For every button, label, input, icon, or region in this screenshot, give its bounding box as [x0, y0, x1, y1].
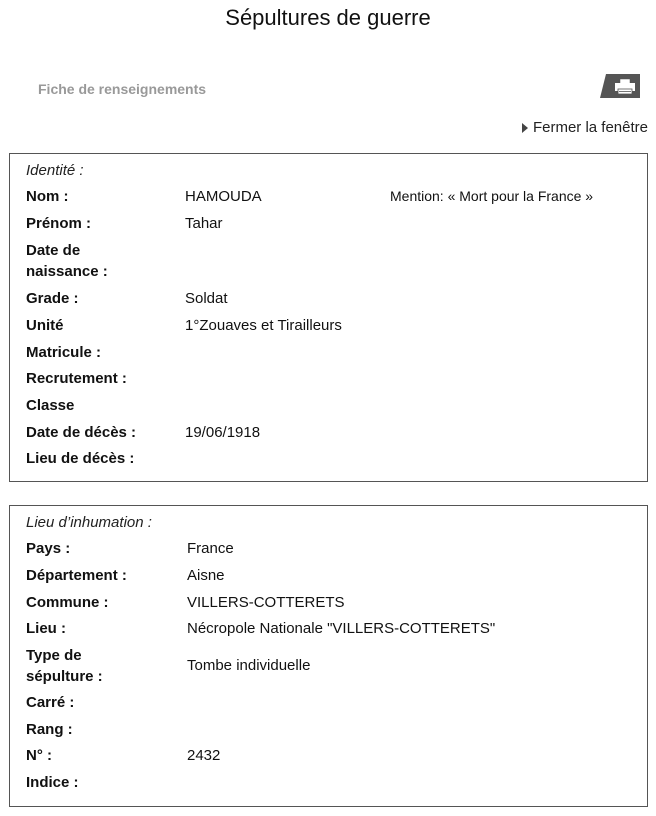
- field-label: Indice :: [26, 774, 79, 791]
- burial-heading: Lieu d’inhumation :: [26, 514, 152, 531]
- close-window-label: Fermer la fenêtre: [532, 119, 648, 136]
- field-value: 1°Zouaves et Tirailleurs: [185, 317, 342, 334]
- close-window-link[interactable]: [522, 119, 648, 136]
- field-value: 19/06/1918: [185, 424, 261, 441]
- field-label: Commune :: [26, 594, 109, 611]
- field-label: Rang :: [26, 721, 73, 738]
- field-label: Recrutement :: [26, 370, 127, 387]
- field-label: Nom :: [26, 188, 69, 205]
- identity-panel: [9, 153, 648, 482]
- field-label: Lieu de décès :: [26, 450, 135, 467]
- field-label: Grade :: [26, 290, 79, 307]
- field-value: France: [187, 540, 234, 557]
- field-label: Date de: [26, 242, 81, 259]
- field-value: Aisne: [187, 567, 225, 584]
- burial-panel: [9, 505, 648, 807]
- field-value: Soldat: [185, 290, 228, 307]
- printer-icon: [600, 74, 640, 98]
- arrow-right-icon: [522, 123, 528, 133]
- field-label: Pays :: [26, 540, 71, 557]
- field-label: Prénom :: [26, 215, 92, 232]
- field-value: VILLERS-COTTERETS: [187, 594, 345, 611]
- field-value: 2432: [187, 747, 221, 764]
- print-button[interactable]: [600, 74, 640, 98]
- field-label: Carré :: [26, 694, 75, 711]
- field-label-line2: sépulture :: [26, 668, 103, 685]
- field-value: Tahar: [185, 215, 223, 232]
- field-label: Lieu :: [26, 620, 66, 637]
- field-value: HAMOUDA: [185, 188, 262, 205]
- mention-text: Mention: « Mort pour la France »: [390, 188, 594, 204]
- field-label: Classe: [26, 397, 75, 414]
- field-value: Nécropole Nationale "VILLERS-COTTERETS": [187, 620, 496, 637]
- identity-heading: Identité :: [26, 162, 84, 179]
- field-value: Tombe individuelle: [187, 657, 311, 674]
- field-label-line2: naissance :: [26, 263, 108, 280]
- field-label: Département :: [26, 567, 127, 584]
- field-label: Type de: [26, 647, 82, 664]
- field-label: Matricule :: [26, 344, 102, 361]
- page-title: Sépultures de guerre: [225, 5, 431, 30]
- field-label: Date de décès :: [26, 424, 137, 441]
- field-label: Unité: [26, 317, 64, 334]
- page-subtitle: Fiche de renseignements: [38, 81, 207, 97]
- field-label: N° :: [26, 747, 52, 764]
